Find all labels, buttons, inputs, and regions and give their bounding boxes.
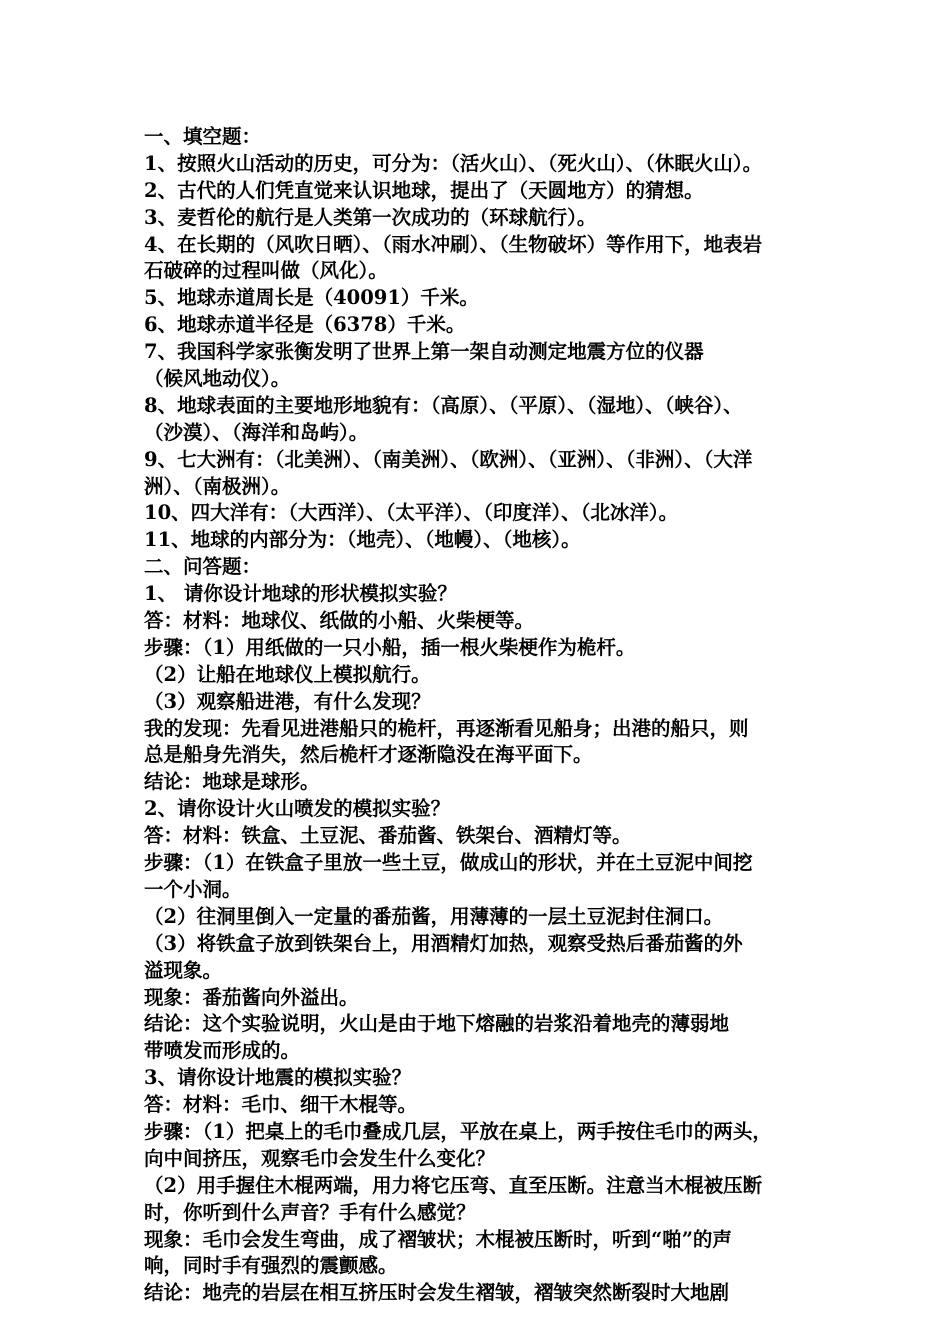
question-line: 7、我国科学家张衡发明了世界上第一架自动测定地震方位的仪器: [144, 340, 704, 364]
answer-line: 结论：地壳的岩层在相互挤压时会发生褶皱，褶皱突然断裂时大地剧: [144, 1281, 730, 1305]
question-line: 石破碎的过程叫做（风化）。: [144, 259, 388, 283]
answer-line: 总是船身先消失，然后桅杆才逐渐隐没在海平面下。: [144, 743, 593, 767]
section-heading-qa: 二、问答题：: [144, 555, 262, 579]
question-line: 2、请你设计火山喷发的模拟实验？: [144, 797, 451, 821]
question-line: 8、地球表面的主要地形地貌有：（高原）、（平原）、（湿地）、（峡谷）、: [144, 393, 743, 417]
answer-line: 步骤：（1）用纸做的一只小船，插一根火柴梗作为桅杆。: [144, 635, 636, 659]
answer-line: 步骤：（1）在铁盒子里放一些土豆，做成山的形状，并在土豆泥中间挖: [144, 851, 753, 875]
question-line: 洲）、（南极洲）。: [144, 474, 291, 498]
answer-line: 带喷发而形成的。: [144, 1039, 301, 1063]
question-line: 2、古代的人们凭直觉来认识地球，提出了（天圆地方）的猜想。: [144, 178, 704, 202]
answer-line: （3）将铁盒子放到铁架台上，用酒精灯加热，观察受热后番茄酱的外: [144, 931, 743, 955]
question-line: 11、地球的内部分为：（地壳）、（地幔）、（地核）。: [144, 528, 581, 552]
document-body: [144, 124, 814, 1307]
question-line: （沙漠）、（海洋和岛屿）。: [144, 420, 369, 444]
answer-line: 响，同时手有强烈的震颤感。: [144, 1254, 398, 1278]
section-heading-fill-in-blank: 一、填空题：: [144, 125, 262, 148]
question-line: 9、七大洲有：（北美洲）、（南美洲）、（欧洲）、（亚洲）、（非洲）、（大洋: [144, 447, 753, 471]
answer-line: 结论：这个实验说明，火山是由于地下熔融的岩浆沿着地壳的薄弱地: [144, 1012, 730, 1036]
answer-line: 答：材料：铁盒、土豆泥、番茄酱、铁架台、酒精灯等。: [144, 824, 632, 848]
answer-line: 溢现象。: [144, 958, 223, 982]
answer-line: 一个小洞。: [144, 877, 242, 901]
answer-line: （2）用手握住木棍两端，用力将它压弯、直至压断。注意当木棍被压断: [144, 1173, 763, 1197]
question-line: 4、在长期的（风吹日晒）、（雨水冲刷）、（生物破坏）等作用下，地表岩: [144, 232, 763, 256]
question-line: 6、地球赤道半径是（6378）千米。: [144, 313, 466, 337]
question-line: （候风地动仪）。: [144, 367, 291, 391]
answer-line: （2）让船在地球仪上模拟航行。: [144, 662, 431, 686]
answer-line: 答：材料：地球仪、纸做的小船、火柴梗等。: [144, 609, 535, 633]
answer-line: 结论：地球是球形。: [144, 770, 320, 794]
answer-line: （3）观察船进港，有什么发现？: [144, 689, 431, 713]
answer-line: 步骤：（1）把桌上的毛巾叠成几层，平放在桌上，两手按住毛巾的两头，: [144, 1119, 772, 1143]
answer-line: 现象：番茄酱向外溢出。: [144, 985, 359, 1009]
answer-line: 时，你听到什么声音？手有什么感觉？: [144, 1200, 476, 1224]
answer-line: 现象：毛巾会发生弯曲，成了褶皱状；木棍被压断时，听到“啪”的声: [144, 1227, 732, 1251]
question-line: 1、按照火山活动的历史，可分为：（活火山）、（死火山）、（休眠火山）。: [144, 151, 763, 175]
answer-line: （2）往洞里倒入一定量的番茄酱，用薄薄的一层土豆泥封住洞口。: [144, 904, 724, 928]
question-line: 10、四大洋有：（大西洋）、（太平洋）、（印度洋）、（北冰洋）。: [144, 501, 679, 525]
answer-line: 我的发现：先看见进港船只的桅杆，再逐渐看见船身；出港的船只，则: [144, 716, 749, 740]
question-line: 5、地球赤道周长是（40091）千米。: [144, 286, 479, 310]
answer-line: 答：材料：毛巾、细干木棍等。: [144, 1093, 418, 1117]
answer-line: 向中间挤压，观察毛巾会发生什么变化？: [144, 1146, 496, 1170]
question-line: 3、请你设计地震的模拟实验？: [144, 1066, 412, 1090]
question-line: 1、 请你设计地球的形状模拟实验？: [144, 582, 457, 606]
question-line: 3、麦哲伦的航行是人类第一次成功的（环球航行）。: [144, 205, 597, 229]
